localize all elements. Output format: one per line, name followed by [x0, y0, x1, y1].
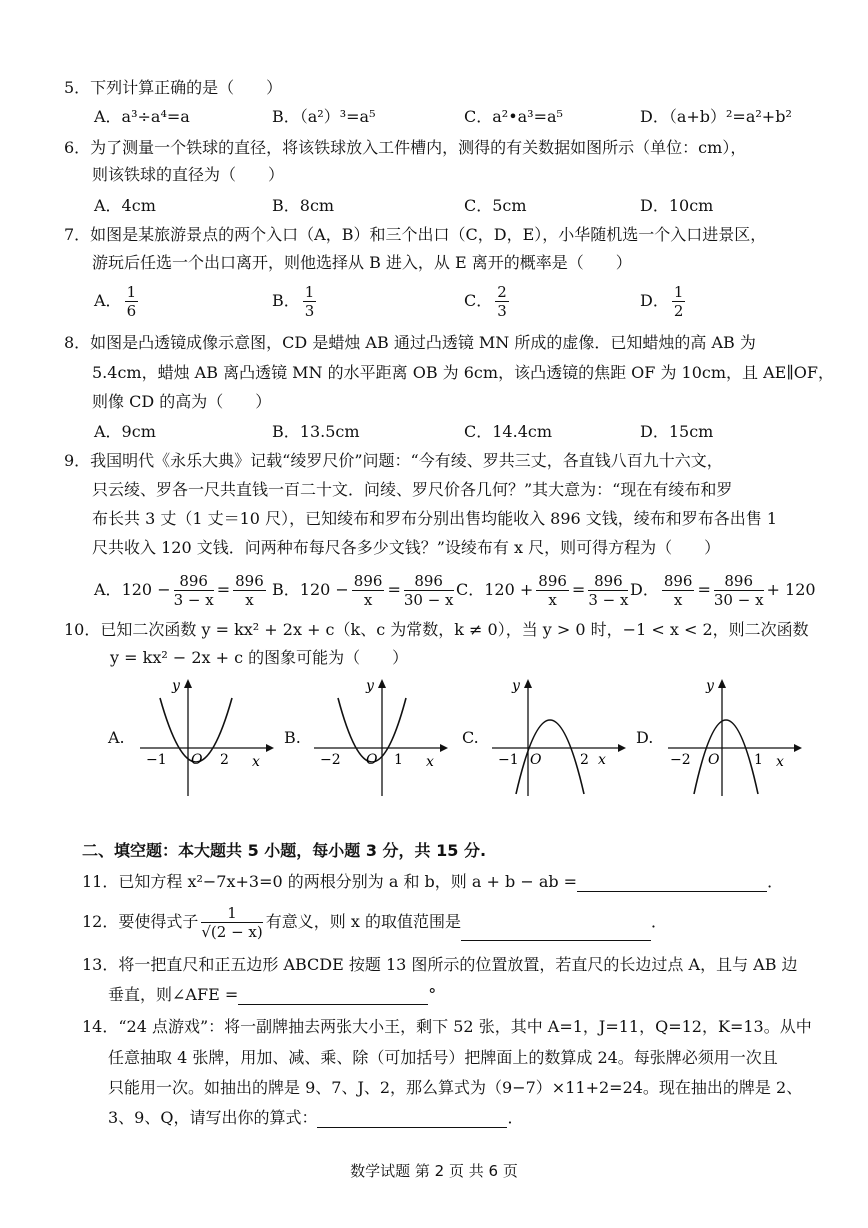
- q10-graph-b: [310, 676, 450, 800]
- graph-a-right-root: 2: [220, 752, 229, 768]
- q7-stem-line1: 7．如图是某旅游景点的两个入口（A，B）和三个出口（C，D，E），小华随机选一个入口进景区，: [64, 225, 767, 244]
- graph-d-left-root: −2: [670, 752, 691, 768]
- graph-a-origin: O: [191, 752, 203, 768]
- q5-option-a: A．a³÷a⁴=a: [94, 107, 190, 126]
- graph-a-left-root: −1: [146, 752, 167, 768]
- page-footer: 数学试题 第 2 页 共 6 页: [350, 1162, 518, 1180]
- graph-c-y-label: y: [512, 678, 520, 694]
- q6-stem-line1: 6．为了测量一个铁球的直径，将该铁球放入工件槽内，测得的有关数据如图所示（单位：cm），: [64, 138, 747, 157]
- graph-a-x-label: x: [252, 754, 260, 770]
- q8-option-b: B．13.5cm: [272, 422, 360, 441]
- q7-option-d: D． $\frac{1}{2}$: [640, 283, 684, 320]
- q5-option-d: D．（a+b）²=a²+b²: [640, 107, 792, 126]
- q9-stem-line2: 只云绫、罗各一尺共直钱一百二十文．问绫、罗尺价各几何？”其大意为：“现在有绫布和罗: [92, 480, 733, 499]
- q8-option-c: C．14.4cm: [464, 422, 553, 441]
- q10-option-d-label: D.: [636, 728, 654, 747]
- q7-stem-line2: 游玩后任选一个出口离开，则他选择从 B 进入，从 E 离开的概率是（ ）: [92, 253, 632, 272]
- graph-b-right-root: 1: [394, 752, 403, 768]
- q11: 11．已知方程 x²−7x+3=0 的两根分别为 a 和 b，则 a + b − ab = ．: [82, 872, 784, 891]
- q14-stem-line2: 任意抽取 4 张牌，用加、减、乘、除（可加括号）把牌面上的数算成 24。每张牌必须用一次且: [108, 1048, 778, 1067]
- graph-c-right-root: 2: [580, 752, 589, 768]
- q5-option-c: C．a²•a³=a⁵: [464, 107, 563, 126]
- q8-stem-line1: 8．如图是凸透镜成像示意图，CD 是蜡烛 AB 通过凸透镜 MN 所成的虚像．已知蜡烛的高 AB 为: [64, 333, 756, 352]
- q10-option-c-label: C.: [462, 728, 479, 747]
- q5-stem: 5．下列计算正确的是（ ）: [64, 78, 283, 97]
- q10-graph-a: [136, 676, 276, 800]
- q13-answer-blank[interactable]: [238, 986, 428, 1005]
- q8-stem-line3: 则像 CD 的高为（ ）: [92, 392, 272, 411]
- graph-b-y-label: y: [366, 678, 374, 694]
- q14-stem-line3: 只能用一次。如抽出的牌是 9、7、J、2，那么算式为（9−7）×11+2=24。现在抽出的牌是 2、: [108, 1078, 803, 1097]
- graph-a-y-label: y: [172, 678, 180, 694]
- section-2-heading: 二、填空题：本大题共 5 小题，每小题 3 分，共 15 分.: [82, 841, 487, 860]
- q9-option-d: D． $\frac{896}{x}$ = $\frac{896}{30 - x}$ + 120: [630, 572, 816, 609]
- graph-c-origin: O: [530, 752, 542, 768]
- q6-option-b: B．8cm: [272, 196, 335, 215]
- graph-d-x-label: x: [776, 754, 784, 770]
- q13-stem-line1: 13．将一把直尺和正五边形 ABCDE 按题 13 图所示的位置放置，若直尺的长边过点 A，且与 AB 边: [82, 955, 798, 974]
- q6-option-c: C．5cm: [464, 196, 527, 215]
- q9-stem-line4: 尺共收入 120 文钱．问两种布每尺各多少文钱？”设绫布有 x 尺，则可得方程为（ ）: [92, 538, 721, 557]
- q8-option-d: D．15cm: [640, 422, 714, 441]
- graph-d-y-label: y: [706, 678, 714, 694]
- graph-d-origin: O: [708, 752, 720, 768]
- q9-stem-line3: 布长共 3 丈（1 丈＝10 尺），已知绫布和罗布分别出售均能收入 896 文钱，绫布和罗布各出售 1: [92, 509, 778, 528]
- q11-answer-blank[interactable]: [577, 873, 767, 892]
- graph-b-origin: O: [366, 752, 378, 768]
- q10-graph-c: [488, 676, 628, 800]
- q12-answer-blank[interactable]: [461, 922, 651, 941]
- q12: 12．要使得式子 $\frac{1}{√(2 - x)}$ 有意义，则 x 的取值范围是 ．: [82, 904, 667, 941]
- q6-stem-line2: 则该铁球的直径为（ ）: [92, 165, 285, 184]
- q9-option-b: B．120 − $\frac{896}{x}$ = $\frac{896}{30 - x}$: [272, 572, 454, 609]
- q10-option-a-label: A.: [108, 728, 125, 747]
- q14-stem-line4: 3、9、Q，请写出你的算式： ．: [108, 1108, 524, 1127]
- q9-option-c: C．120 + $\frac{896}{x}$ = $\frac{896}{3 - x}$: [456, 572, 629, 609]
- q8-option-a: A．9cm: [94, 422, 156, 441]
- q6-option-d: D．10cm: [640, 196, 714, 215]
- q14-stem-line1: 14．“24 点游戏”：将一副牌抽去两张大小王，剩下 52 张，其中 A=1，J=11，Q=12，K=13。从中: [82, 1017, 812, 1036]
- q13-stem-line2: 垂直，则∠AFE = °: [108, 985, 437, 1004]
- q8-stem-line2: 5.4cm，蜡烛 AB 离凸透镜 MN 的水平距离 OB 为 6cm，该凸透镜的焦距 OF 为 10cm，且 AE∥OF，: [92, 363, 834, 382]
- q10-stem-line2: y = kx² − 2x + c 的图象可能为（ ）: [110, 648, 409, 667]
- q10-graph-d: [664, 676, 804, 800]
- graph-c-x-label: x: [598, 752, 606, 768]
- q7-option-b: B． $\frac{1}{3}$: [272, 283, 315, 320]
- graph-c-left-root: −1: [498, 752, 519, 768]
- q9-option-a: A．120 − $\frac{896}{3 - x}$ = $\frac{896}{x}$: [94, 572, 264, 609]
- graph-b-x-label: x: [426, 754, 434, 770]
- q6-option-a: A．4cm: [94, 196, 156, 215]
- q14-answer-blank[interactable]: [317, 1109, 507, 1128]
- graph-b-left-root: −2: [320, 752, 341, 768]
- q5-option-b: B．（a²）³=a⁵: [272, 107, 376, 126]
- q7-option-a: A． $\frac{1}{6}$: [94, 283, 137, 320]
- graph-d-right-root: 1: [754, 752, 763, 768]
- q9-stem-line1: 9．我国明代《永乐大典》记载“绫罗尺价”问题：“今有绫、罗共三丈，各直钱八百九十六文，: [64, 451, 723, 470]
- q10-stem-line1: 10．已知二次函数 y = kx² + 2x + c（k、c 为常数，k ≠ 0），当 y > 0 时，−1 < x < 2，则二次函数: [64, 620, 809, 639]
- q10-option-b-label: B.: [284, 728, 301, 747]
- q7-option-c: C． $\frac{2}{3}$: [464, 283, 507, 320]
